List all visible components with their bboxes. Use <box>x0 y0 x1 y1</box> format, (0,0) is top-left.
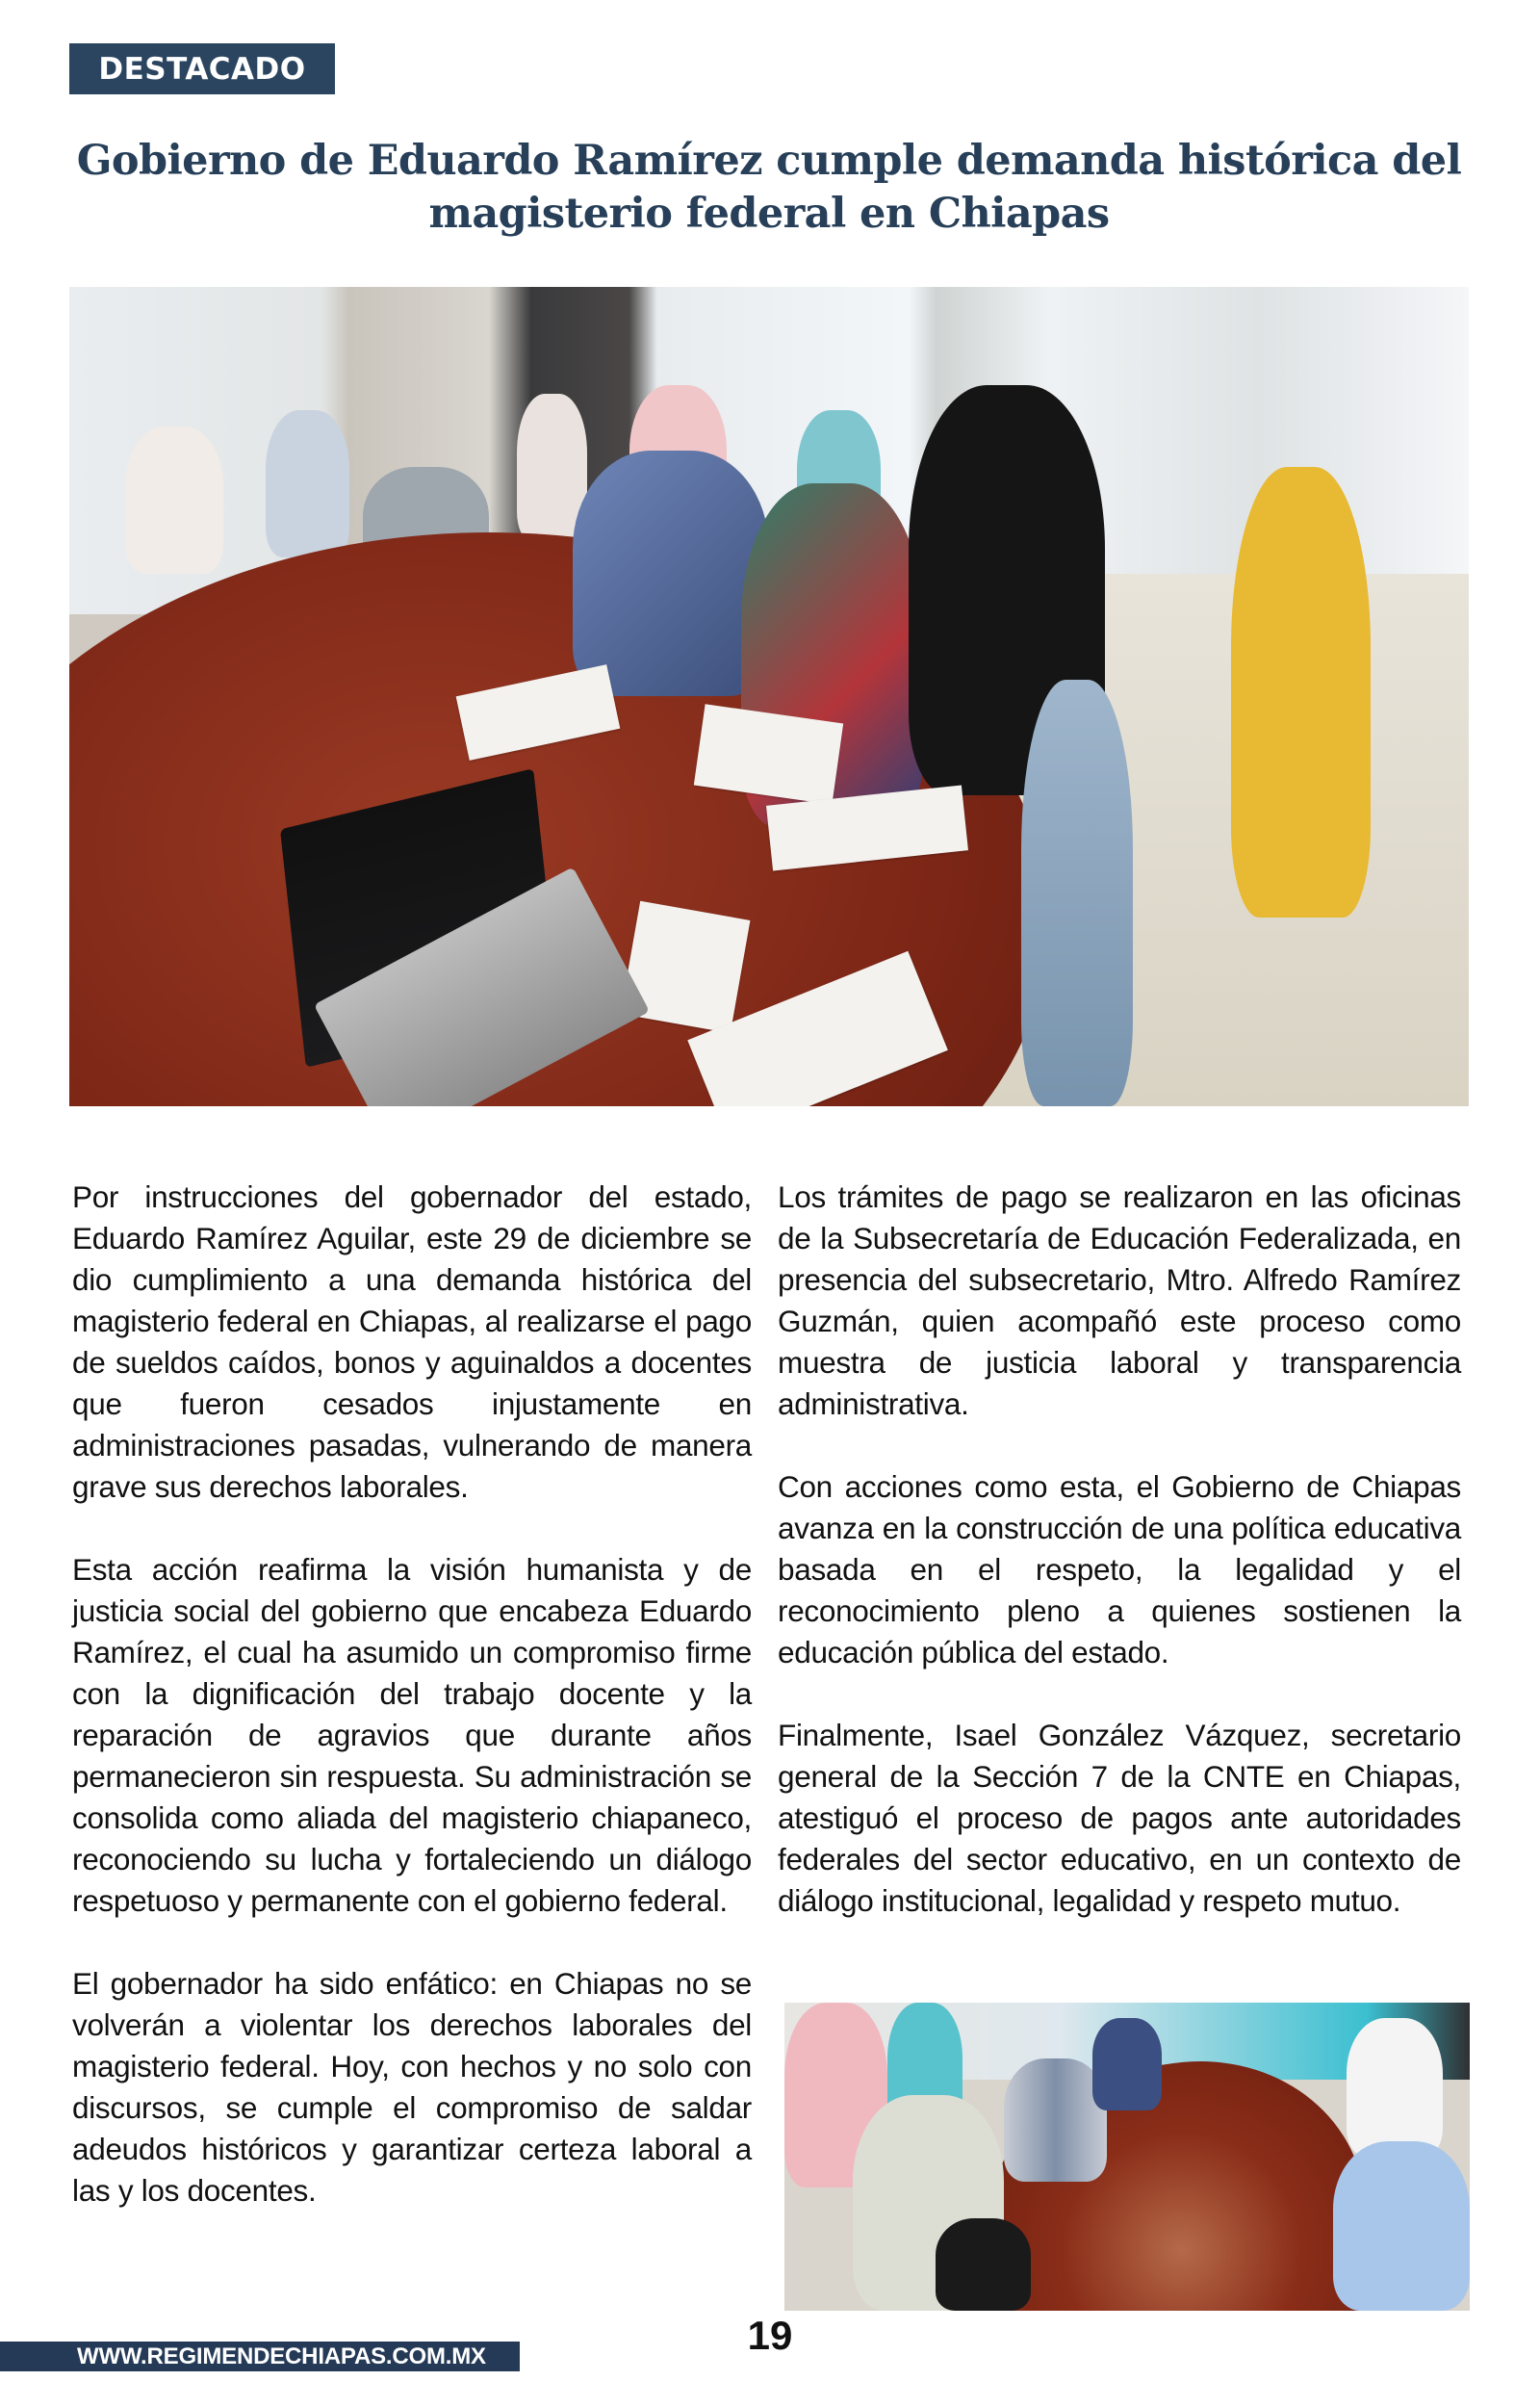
headline: Gobierno de Eduardo Ramírez cumple demanda histórica del magisterio federal en Chiapas <box>76 137 1462 238</box>
photo-person <box>1092 2018 1161 2110</box>
photo-person <box>1231 467 1371 918</box>
photo-person <box>1333 2141 1470 2311</box>
secondary-photo <box>784 2003 1470 2311</box>
photo-person <box>1004 2058 1107 2182</box>
photo-person <box>1021 680 1133 1106</box>
article-right-column <box>778 1177 1461 1963</box>
photo-person <box>936 2218 1032 2311</box>
photo-person <box>266 410 349 557</box>
article-paragraph: Los trámites de pago se realizaron en las oficinas de la Subsecretaría de Educación Federalizada, en presencia del subsecretario, Mtro. Alfredo Ramírez Guzmán, quien acompañó este proceso como muestra de justicia laboral y transparencia administrativa. <box>778 1179 1461 1421</box>
article-paragraph: El gobernador ha sido enfático: en Chiapas no se volverán a violentar los derechos laborales del magisterio federal. Hoy, con hechos y no solo con discursos, se cumple el compromiso de saldar adeudos históricos y garantizar certeza laboral a las y los docentes. <box>72 1966 752 2208</box>
photo-person <box>125 427 223 574</box>
article-paragraph: Finalmente, Isael González Vázquez, secretario general de la Sección 7 de la CNTE en Chiapas, atestiguó el proceso de pagos ante autoridades federales del sector educativo, en un contexto de diálogo institucional, legalidad y respeto mutuo. <box>778 1718 1461 1918</box>
footer-website-bar <box>0 2342 520 2371</box>
section-badge-label: DESTACADO <box>98 51 306 87</box>
article-paragraph: Por instrucciones del gobernador del estado, Eduardo Ramírez Aguilar, este 29 de diciembre se dio cumplimiento a una demanda histórica del magisterio federal en Chiapas, al realizarse el pago de sueldos caídos, bonos y aguinaldos a docentes que fueron cesados injustamente en administraciones pasadas, vulnerando de manera grave sus derechos laborales. <box>72 1179 752 1504</box>
main-photo <box>69 287 1469 1106</box>
article-paragraph: Esta acción reafirma la visión humanista y de justicia social del gobierno que encabeza Eduardo Ramírez, el cual ha asumido un compromiso firme con la dignificación del trabajo docente y la reparación de agravios que durante años permanecieron sin respuesta. Su administración se consolida como aliada del magisterio chiapaneco, reconociendo su lucha y fortaleciendo un diálogo respetuoso y permanente con el gobierno federal. <box>72 1552 752 1918</box>
photo-person <box>573 451 769 696</box>
section-badge <box>69 43 335 94</box>
article-paragraph: Con acciones como esta, el Gobierno de Chiapas avanza en la construcción de una política educativa basada en el respeto, la legalidad y el reconocimiento pleno a quienes sostienen la educación pública del estado. <box>778 1469 1461 1669</box>
page-number: 19 <box>747 2313 793 2358</box>
article-left-column <box>72 1177 752 2253</box>
website-url[interactable]: WWW.REGIMENDECHIAPAS.COM.MX <box>77 2343 486 2369</box>
photo-person <box>1347 2018 1443 2157</box>
